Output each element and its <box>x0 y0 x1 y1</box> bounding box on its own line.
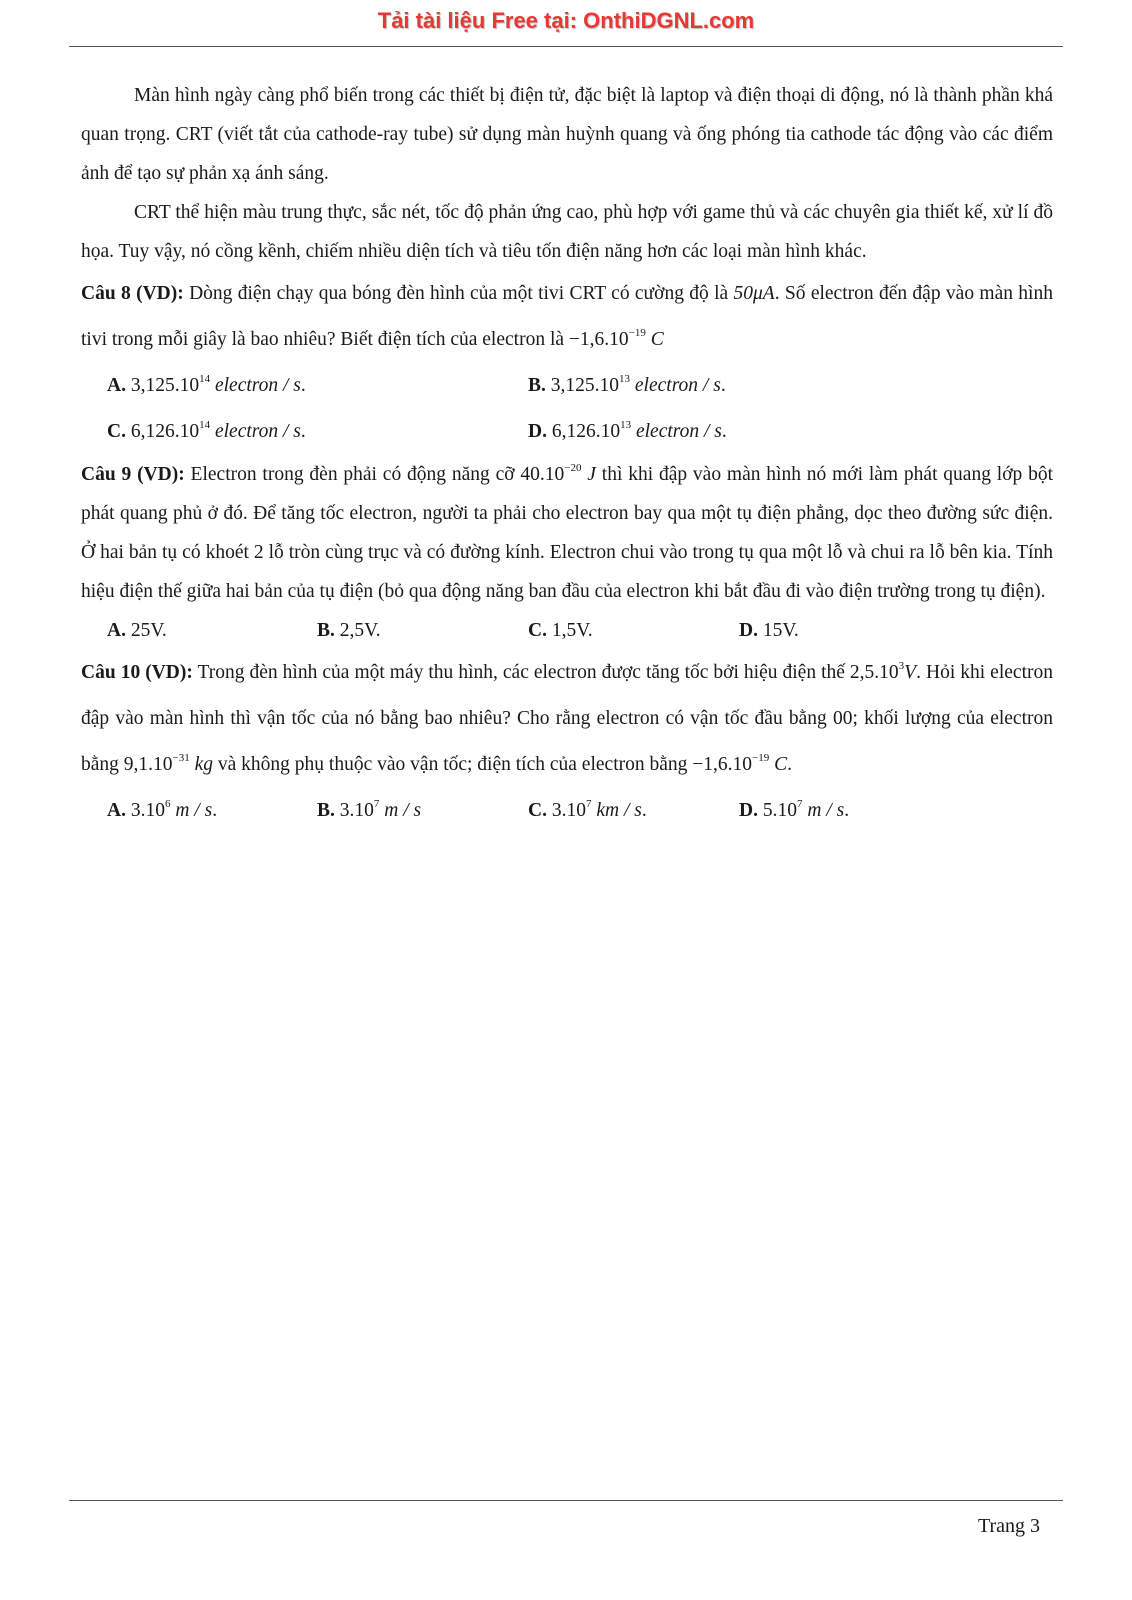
page-number: Trang 3 <box>977 1515 1040 1537</box>
option-9a[interactable]: A. 25V. <box>107 620 167 641</box>
page-content <box>81 76 1053 834</box>
question-8-label: Câu 8 (VD): <box>81 283 184 304</box>
intro-paragraph-1: Màn hình ngày càng phổ biến trong các thiết bị điện tử, đặc biệt là laptop và điện thoại di động, nó là thành phần khá quan trọng. CRT (viết tắt của cathode-ray tube) sử dụng màn huỳnh quang và ống phóng tia cathode tác động vào các điểm ảnh để tạo sự phản xạ ánh sáng. <box>81 85 1053 184</box>
question-9-label: Câu 9 (VD): <box>81 464 185 485</box>
option-9c[interactable]: C. 1,5V. <box>528 620 593 641</box>
current-value: 50μA <box>733 283 775 304</box>
option-8d[interactable]: D. 6,126.10$^{13}$ electron / s. <box>528 419 727 442</box>
question-8-options-row-2 <box>81 409 1053 455</box>
header-divider <box>69 46 1063 47</box>
question-8-options-row-1 <box>81 363 1053 409</box>
question-9: Câu 9 (VD): Electron trong đèn phải có động năng cỡ $40.10^{-20}$ J thì khi đập vào màn hình nó mới làm phát quang lớp bột phát quang phủ ở đó. Để tăng tốc electron, người ta phải cho electron bay qua một tụ điện phẳng, dọc theo đường sức điện. Ở hai bản tụ có khoét 2 lỗ tròn cùng trục và có đường kính. Electron chui vào trong tụ qua một lỗ và chui ra lỗ bên kia. Tính hiệu điện thế giữa hai bản của tụ điện (bỏ qua động năng ban đầu của electron khi bắt đầu đi vào điện trường trong tụ điện). <box>81 462 1054 602</box>
option-8b[interactable]: B. 3,125.10$^{13}$ electron / s. <box>528 373 726 396</box>
option-10b[interactable]: B. 3.10$^7$ m / s <box>317 798 422 821</box>
option-8a[interactable]: A. 3,125.10$^{14}$ electron / s. <box>107 373 306 396</box>
option-10a[interactable]: A. 3.10$^6$ m / s. <box>107 798 218 821</box>
option-10c[interactable]: C. 3.10$^7$ km / s. <box>528 798 647 821</box>
question-9-options <box>81 611 1053 650</box>
option-10d[interactable]: D. 5.10$^7$ m / s. <box>739 798 850 821</box>
option-9b[interactable]: B. 2,5V. <box>317 620 381 641</box>
question-10: Câu 10 (VD): Trong đèn hình của một máy thu hình, các electron được tăng tốc bởi hiệu điện thế 2,5.10$^3$V. Hỏi khi electron đập vào màn hình thì vận tốc của nó bằng bao nhiêu? Cho rằng electron có vận tốc đầu bằng 00; khối lượng của electron bằng $9,1.10^{-31}$ kg và không phụ thuộc vào vận tốc; điện tích của electron bằng $-1,6.10^{-19}$ C. <box>81 660 1053 775</box>
option-9d[interactable]: D. 15V. <box>739 620 799 641</box>
site-banner: Tải tài liệu Free tại: OnthiDGNL.com <box>377 8 755 33</box>
question-10-label: Câu 10 (VD): <box>81 662 193 683</box>
intro-paragraph-2: CRT thể hiện màu trung thực, sắc nét, tốc độ phản ứng cao, phù hợp với game thủ và các chuyên gia thiết kế, xử lí đồ họa. Tuy vậy, nó cồng kềnh, chiếm nhiều diện tích và tiêu tốn điện năng hơn các loại màn hình khác. <box>81 202 1053 262</box>
question-8: Câu 8 (VD): Dòng điện chạy qua bóng đèn hình của một tivi CRT có cường độ là 50μA. Số electron đến đập vào màn hình tivi trong mỗi giây là bao nhiêu? Biết điện tích của electron là $-1,6.10^{-19}$ C <box>81 283 1053 350</box>
footer-divider <box>69 1500 1063 1501</box>
question-10-options <box>81 788 1053 834</box>
option-8c[interactable]: C. 6,126.10$^{14}$ electron / s. <box>107 419 306 442</box>
